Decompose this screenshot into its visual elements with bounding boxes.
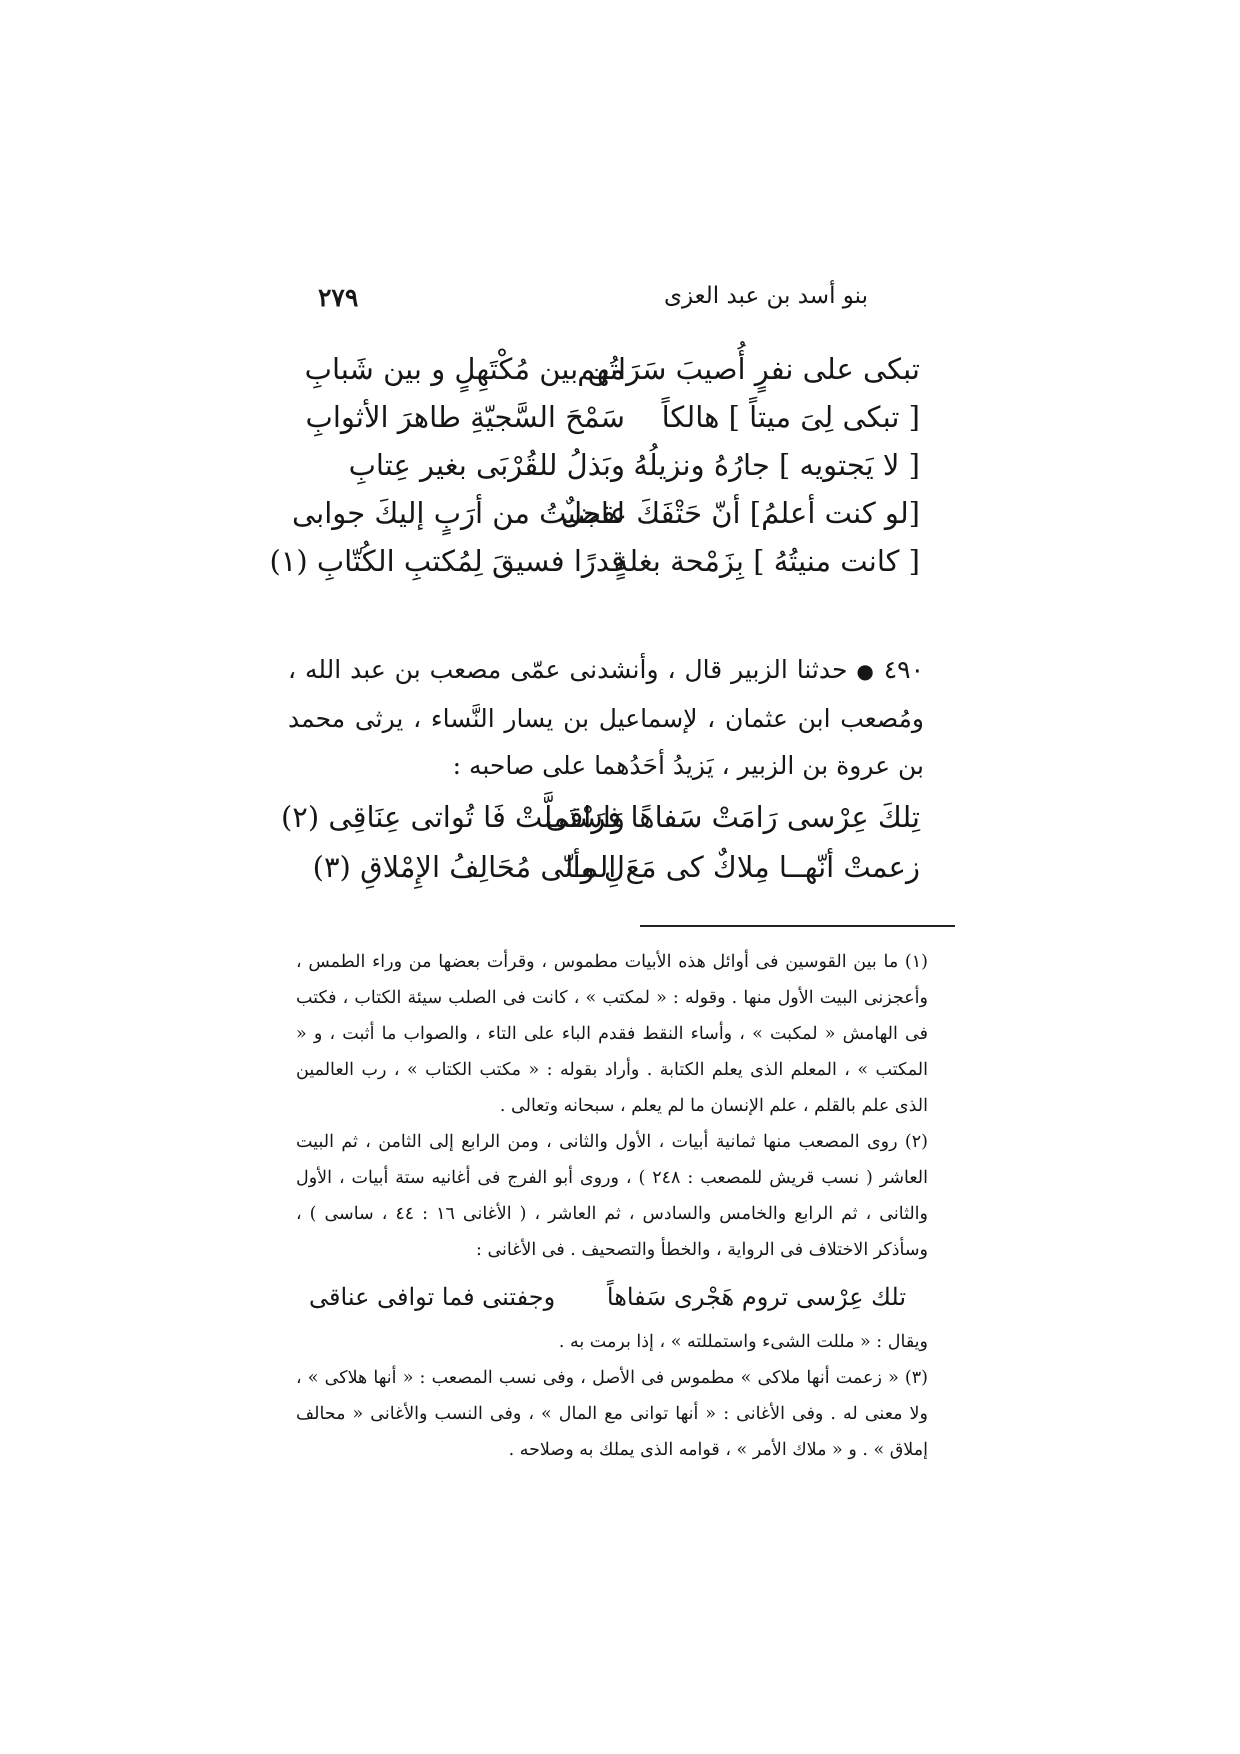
verse-second-hemistich: من بين مُكْتَهِلٍ و بين شَبابِ bbox=[304, 352, 625, 386]
narration-paragraph bbox=[288, 646, 924, 789]
footnote-3: (٣) « زعمت أنها ملاكى » مطموس فى الأصل ، وفى نسب المصعب : « أنها هلاكى » ، ولا معنى له . وفى الأغانى : « أنها توانى مع المال » ، وفى النسب والأغانى « محالف إملاق » . و « ملاك الأمر » ، قوامه الذى يملك به وصلاحه . bbox=[296, 1368, 928, 1460]
footnote-1: (١) ما بين القوسين فى أوائل هذه الأبيات مطموس ، وقرأت بعضها من وراء الطمس ، وأعجزنى البيت الأول منها . وقوله : « لمكتب » ، كانت فى الصلب سيئة الكتاب ، فكتب فى الهامش « لمكبت » ، وأساء النقط فقدم الباء على التاء ، والصواب ما أثبت ، و « المكتب » ، المعلم الذى يعلم الكتابة . وأراد بقوله : « مكتب الكتاب » ، رب العالمين الذى علم بالقلم ، علم الإنسان ما لم يعلم ، سبحانه وتعالى . bbox=[296, 952, 929, 1116]
bullet-icon: ● bbox=[856, 659, 875, 683]
narration-body: حدثنا الزبير قال ، وأنشدنى عمّى مصعب بن عبد الله ، ومُصعب ابن عثمان ، لإسماعيل بن يسار النَّساء ، يرثى محمد بن عروة بن الزبير ، يَزيدُ أحَدُهما على صاحبه : bbox=[288, 655, 924, 780]
poem-verse bbox=[312, 850, 920, 900]
poem-verse bbox=[269, 544, 920, 592]
footnote-2: (٢) روى المصعب منها ثمانية أبيات ، الأول والثانى ، ومن الرابع إلى الثامن ، ثم البيت العاشر ( نسب قريش للمصعب : ٢٤٨ ) ، وروى أبو الفرج فى أغانيه ستة أبيات ، الأول والثانى ، ثم الرابع والخامس والسادس ، ثم العاشر ، ( الأغانى ١٦ : ٤٤ ، ساسى ) ، وسأذكر الاختلاف فى الرواية ، والخطأ والتصحيف . فى الأغانى : bbox=[296, 1132, 928, 1260]
narration-number: ٤٩٠ bbox=[883, 655, 925, 684]
poem-verse bbox=[305, 400, 920, 448]
footnote-verse-second-hemistich: وجفتنى فما توافى عناقى bbox=[309, 1283, 556, 1311]
running-header bbox=[318, 283, 958, 323]
verse-first-hemistich: [ تبكى لِىَ ميتاً ] هالكاً bbox=[661, 400, 920, 434]
verse-second-hemistich: قدرًا فسيقَ لِمُكتبِ الكُتّابِ (١) bbox=[269, 544, 625, 578]
page-number: ٢٧٩ bbox=[318, 283, 359, 312]
poem-verse bbox=[280, 800, 920, 850]
poem-verse bbox=[304, 352, 920, 400]
verse-second-hemistich: سَمْحَ السَّجيّةِ طاهرَ الأثوابِ bbox=[305, 400, 625, 434]
running-title: بنو أسد بن عبد العزى bbox=[663, 283, 868, 309]
footnote-verse-first-hemistich: تلك عِرْسى تروم هَجْرى سَفاهاً bbox=[606, 1283, 906, 1311]
verse-first-hemistich: [ كانت منيتُهُ ] بِزَمْحة بغلةٍ bbox=[613, 544, 920, 578]
footnote-verse bbox=[296, 1272, 928, 1322]
verse-second-hemistich: وَاسْتَملَّتْ فَا تُواتى عِنَاقِى (٢) bbox=[280, 800, 625, 834]
verse-second-hemistich: لِ وأنّى مُحَالِفُ الإِمْلاقِ (٣) bbox=[312, 850, 625, 884]
footnotes bbox=[296, 944, 928, 1468]
poem-verse bbox=[291, 496, 920, 544]
verse-first-hemistich: تبكى على نفرٍ أُصيبَ سَرَاتُهم bbox=[577, 352, 920, 386]
footnote-2-end: ويقال : « مللت الشىء واستمللته » ، إذا برمت به . bbox=[558, 1332, 928, 1352]
poem-verse bbox=[330, 448, 920, 496]
verse-second-hemistich: وبَذلُ للقُرْبَى بغير عِتابِ bbox=[348, 448, 625, 482]
poem-second bbox=[280, 800, 920, 900]
verse-second-hemistich: لقضيتُ من أرَبٍ إليكَ جوابى bbox=[291, 496, 625, 530]
verse-first-hemistich: زعمتْ أنّهــا مِلاكٌ كى مَعَ المـا bbox=[565, 850, 920, 884]
verse-first-hemistich: [ لا يَجتويه ] جارُهُ ونزيلُهُ bbox=[633, 448, 920, 482]
poem-first bbox=[269, 352, 920, 592]
verse-first-hemistich: تِلكَ عِرْسى رَامَتْ سَفاهًا فِرَاقى bbox=[545, 800, 920, 834]
footnote-divider bbox=[640, 925, 955, 927]
narration-text bbox=[288, 646, 924, 789]
verse-first-hemistich: [لو كنت أعلمُ] أنّ حَتْفَكَ عاجلٌ bbox=[560, 496, 920, 530]
